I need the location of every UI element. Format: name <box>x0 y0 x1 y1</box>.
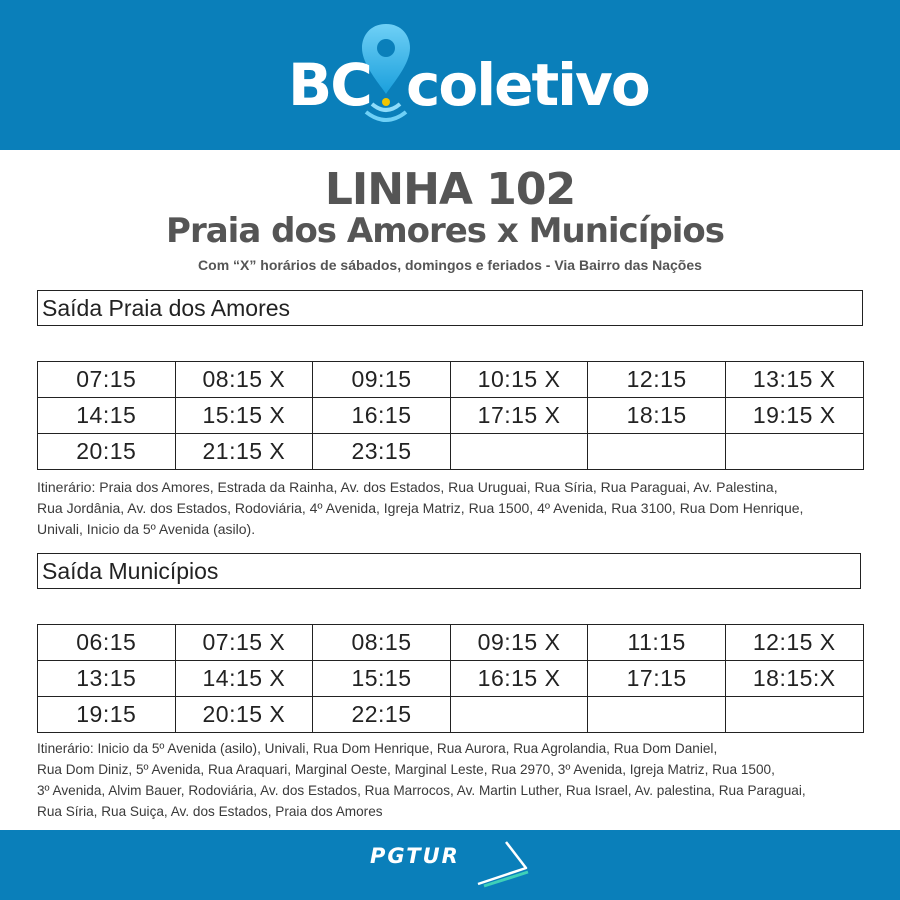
time-cell: 22:15 <box>313 697 451 733</box>
time-cell: 20:15 X <box>175 697 313 733</box>
section-heading-praia: Saída Praia dos Amores <box>37 290 863 326</box>
itinerary-line: 3º Avenida, Alvim Bauer, Rodoviária, Av. dos Estados, Rua Marrocos, Av. Martin Luther, Rua Israel, Av. palestina, Rua Paraguai, <box>37 783 806 798</box>
time-cell: 15:15 <box>313 661 451 697</box>
time-cell: 14:15 X <box>175 661 313 697</box>
time-cell: 07:15 <box>38 362 176 398</box>
time-cell: 19:15 X <box>725 398 863 434</box>
table-row <box>38 362 864 398</box>
itinerary-line: Rua Jordânia, Av. dos Estados, Rodoviária, 4º Avenida, Igreja Matriz, Rua 1500, 4º Avenida, Rua 3100, Rua Dom Henrique, <box>37 500 804 516</box>
time-cell: 08:15 <box>313 625 451 661</box>
time-cell: 13:15 X <box>725 362 863 398</box>
time-cell: 16:15 X <box>450 661 588 697</box>
brand-bc-text: BC <box>288 51 371 119</box>
itinerary-line: Univali, Inicio da 5º Avenida (asilo). <box>37 521 256 537</box>
time-cell: 13:15 <box>38 661 176 697</box>
time-cell: 09:15 X <box>450 625 588 661</box>
brand-logo <box>0 18 900 128</box>
route-subtitle: Praia dos Amores x Municípios <box>166 211 724 251</box>
section-heading-municipios: Saída Municípios <box>37 553 861 589</box>
page-title: LINHA 102 <box>324 164 576 215</box>
brand-coletivo-text: coletivo <box>406 51 649 119</box>
time-cell: 10:15 X <box>450 362 588 398</box>
time-cell <box>450 697 588 733</box>
time-cell <box>588 697 726 733</box>
time-cell: 16:15 <box>313 398 451 434</box>
time-cell: 18:15:X <box>725 661 863 697</box>
time-cell: 06:15 <box>38 625 176 661</box>
table-row <box>38 661 864 697</box>
table-row <box>38 398 864 434</box>
itinerary-municipios <box>37 738 867 822</box>
itinerary-praia <box>37 477 867 540</box>
swoosh-icon <box>470 838 534 890</box>
time-cell: 23:15 <box>313 434 451 470</box>
time-cell: 19:15 <box>38 697 176 733</box>
pgtur-logo-text: PGTUR <box>370 844 460 868</box>
itinerary-line: Rua Dom Diniz, 5º Avenida, Rua Araquari, Marginal Oeste, Marginal Leste, Rua 2970, 3º Avenida, Igreja Matriz, Rua 1500, <box>37 762 775 777</box>
time-cell: 17:15 <box>588 661 726 697</box>
time-cell: 21:15 X <box>175 434 313 470</box>
time-cell: 17:15 X <box>450 398 588 434</box>
time-cell: 07:15 X <box>175 625 313 661</box>
itinerary-line: Itinerário: Inicio da 5º Avenida (asilo), Univali, Rua Dom Henrique, Rua Aurora, Rua Agrolandia, Rua Dom Daniel, <box>37 741 718 756</box>
time-cell: 12:15 <box>588 362 726 398</box>
time-cell: 12:15 X <box>725 625 863 661</box>
time-cell <box>725 697 863 733</box>
itinerary-line: Rua Síria, Rua Suiça, Av. dos Estados, Praia dos Amores <box>37 804 383 819</box>
timetable-praia <box>37 361 864 470</box>
time-cell: 20:15 <box>38 434 176 470</box>
table-row <box>38 697 864 733</box>
table-row <box>38 625 864 661</box>
schedule-note: Com “X” horários de sábados, domingos e feriados - Via Bairro das Nações <box>198 257 702 273</box>
time-cell: 18:15 <box>588 398 726 434</box>
time-cell <box>588 434 726 470</box>
time-cell: 08:15 X <box>175 362 313 398</box>
time-cell <box>725 434 863 470</box>
time-cell: 09:15 <box>313 362 451 398</box>
itinerary-line: Itinerário: Praia dos Amores, Estrada da Rainha, Av. dos Estados, Rua Uruguai, Rua Síria, Rua Paraguai, Av. Palestina, <box>37 479 778 495</box>
time-cell <box>450 434 588 470</box>
time-cell: 15:15 X <box>175 398 313 434</box>
time-cell: 14:15 <box>38 398 176 434</box>
timetable-municipios <box>37 624 864 733</box>
time-cell: 11:15 <box>588 625 726 661</box>
table-row <box>38 434 864 470</box>
